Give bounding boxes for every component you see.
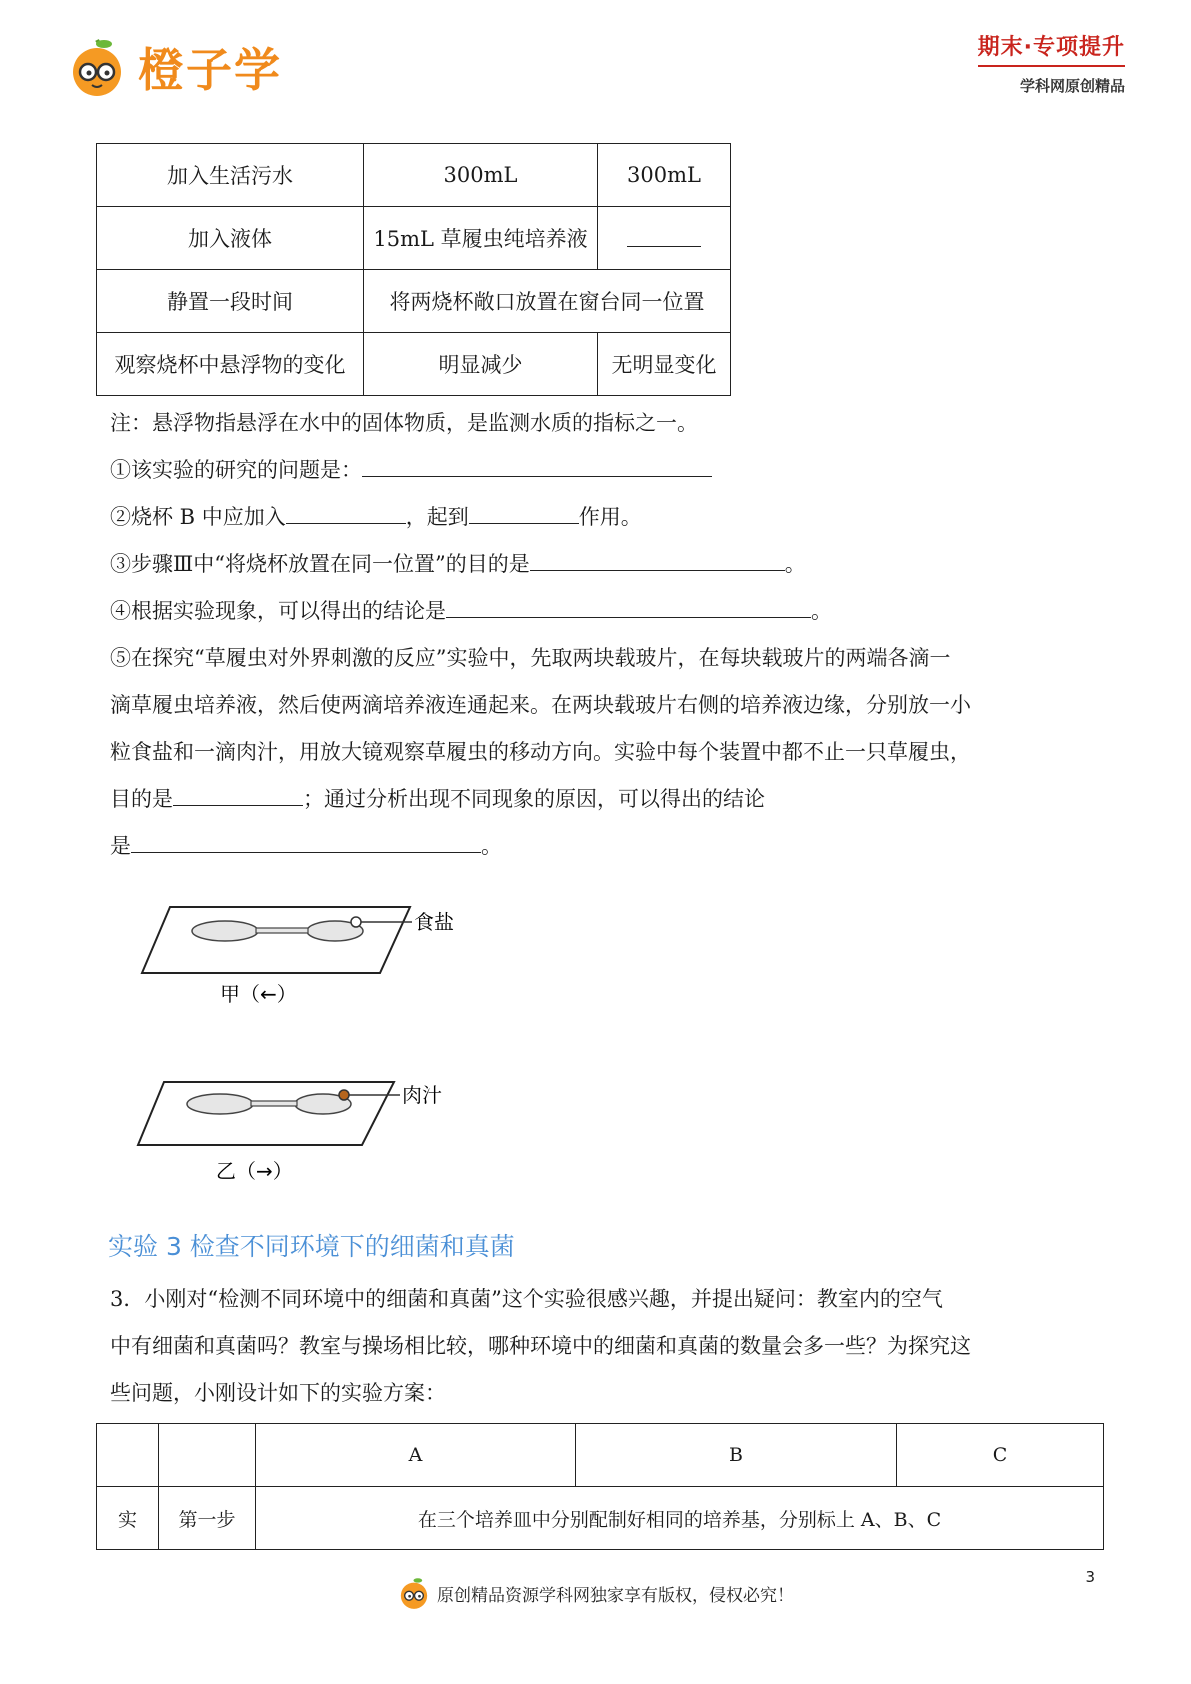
answer-blank bbox=[173, 785, 303, 806]
page-number: 3 bbox=[1085, 1568, 1095, 1586]
question-text: 。 bbox=[784, 552, 806, 576]
question-3 bbox=[110, 541, 806, 588]
answer-blank bbox=[530, 550, 785, 571]
question-1 bbox=[110, 447, 712, 494]
orange-mascot-icon bbox=[66, 36, 128, 98]
question-text: 是 bbox=[110, 834, 131, 858]
footer bbox=[0, 1576, 1191, 1610]
answer-blank-cell bbox=[598, 207, 731, 270]
experiment-table-2 bbox=[96, 1423, 1104, 1550]
note-text: 注：悬浮物指悬浮在水中的固体物质，是监测水质的指标之一。 bbox=[110, 411, 698, 435]
table-header-row bbox=[97, 1424, 1104, 1487]
question-text: 作用。 bbox=[578, 505, 642, 529]
table-cell: 加入生活污水 bbox=[97, 144, 364, 207]
question-5-line-1: ⑤在探究“草履虫对外界刺激的反应”实验中，先取两块载玻片，在每块载玻片的两端各滴一 bbox=[110, 646, 951, 670]
question-text: 。 bbox=[481, 834, 502, 858]
slide-a-diagram bbox=[142, 907, 412, 973]
footer-text: 原创精品资源学科网独家享有版权，侵权必究！ bbox=[437, 1585, 794, 1606]
section-title: 实验 3 检查不同环境下的细菌和真菌 bbox=[108, 1232, 515, 1261]
table-row bbox=[97, 1487, 1104, 1550]
caption-b: 乙（→） bbox=[216, 1159, 293, 1183]
table-cell: 明显减少 bbox=[364, 333, 598, 396]
question-text: ①该实验的研究的问题是： bbox=[110, 458, 362, 482]
answer-blank bbox=[131, 832, 481, 853]
brand-logo bbox=[66, 34, 282, 100]
table-cell: 加入液体 bbox=[97, 207, 364, 270]
table-cell bbox=[97, 1424, 159, 1487]
table-cell: 观察烧杯中悬浮物的变化 bbox=[97, 333, 364, 396]
logo-text: 橙子学 bbox=[138, 43, 282, 97]
question-3-line-1: 3．小刚对“检测不同环境中的细菌和真菌”这个实验很感兴趣，并提出疑问：教室内的空气 bbox=[110, 1287, 943, 1311]
table-header-b: B bbox=[576, 1424, 897, 1487]
header-subtitle: 学科网原创精品 bbox=[1019, 77, 1125, 95]
table-cell: 将两烧杯敞口放置在窗台同一位置 bbox=[364, 270, 731, 333]
caption-a: 甲（←） bbox=[220, 982, 297, 1006]
answer-blank bbox=[446, 597, 811, 618]
question-text: ②烧杯 B 中应加入 bbox=[110, 505, 286, 529]
question-text: ④根据实验现象，可以得出的结论是 bbox=[110, 599, 446, 623]
table-cell: 15mL 草履虫纯培养液 bbox=[364, 207, 598, 270]
table-cell: 无明显变化 bbox=[598, 333, 731, 396]
table-cell bbox=[159, 1424, 256, 1487]
question-text: 。 bbox=[811, 599, 832, 623]
table-header-a: A bbox=[256, 1424, 576, 1487]
header-right bbox=[978, 30, 1125, 96]
table-row bbox=[97, 207, 731, 270]
answer-blank bbox=[627, 224, 701, 247]
table-cell: 实 bbox=[97, 1487, 159, 1550]
experiment-table-1 bbox=[96, 143, 731, 396]
question-5-line-3: 粒食盐和一滴肉汁，用放大镜观察草履虫的移动方向。实验中每个装置中都不止一只草履虫， bbox=[110, 740, 971, 764]
juice-label: 肉汁 bbox=[402, 1083, 442, 1107]
question-3-line-2: 中有细菌和真菌吗？教室与操场相比较，哪种环境中的细菌和真菌的数量会多一些？为探究这 bbox=[110, 1334, 971, 1358]
salt-label: 食盐 bbox=[414, 910, 454, 934]
slides-figure bbox=[130, 895, 490, 1195]
question-5-line-5 bbox=[110, 823, 502, 870]
question-3-line-3: 些问题，小刚设计如下的实验方案： bbox=[110, 1381, 446, 1405]
question-text: ；通过分析出现不同现象的原因，可以得出的结论 bbox=[303, 787, 765, 811]
table-cell: 第一步 bbox=[159, 1487, 256, 1550]
table-row bbox=[97, 270, 731, 333]
question-text: 目的是 bbox=[110, 787, 173, 811]
question-5-line-2: 滴草履虫培养液，然后使两滴培养液连通起来。在两块载玻片右侧的培养液边缘，分别放一小 bbox=[110, 693, 971, 717]
header-tag: 期末·专项提升 bbox=[978, 30, 1125, 67]
table-header-c: C bbox=[897, 1424, 1104, 1487]
orange-mascot-icon bbox=[397, 1576, 431, 1610]
table-row bbox=[97, 333, 731, 396]
table-cell: 300mL bbox=[364, 144, 598, 207]
question-text: ③步骤Ⅲ中“将烧杯放置在同一位置”的目的是 bbox=[110, 552, 530, 576]
table-row bbox=[97, 144, 731, 207]
table-cell: 静置一段时间 bbox=[97, 270, 364, 333]
slide-b-diagram bbox=[138, 1082, 400, 1145]
answer-blank bbox=[469, 503, 579, 524]
table-cell: 300mL bbox=[598, 144, 731, 207]
answer-blank bbox=[362, 456, 712, 477]
question-5-line-4 bbox=[110, 776, 765, 823]
question-2 bbox=[110, 494, 642, 541]
question-4 bbox=[110, 588, 832, 635]
table-cell: 在三个培养皿中分别配制好相同的培养基，分别标上 A、B、C bbox=[256, 1487, 1104, 1550]
question-text: ，起到 bbox=[405, 505, 469, 529]
answer-blank bbox=[286, 503, 406, 524]
